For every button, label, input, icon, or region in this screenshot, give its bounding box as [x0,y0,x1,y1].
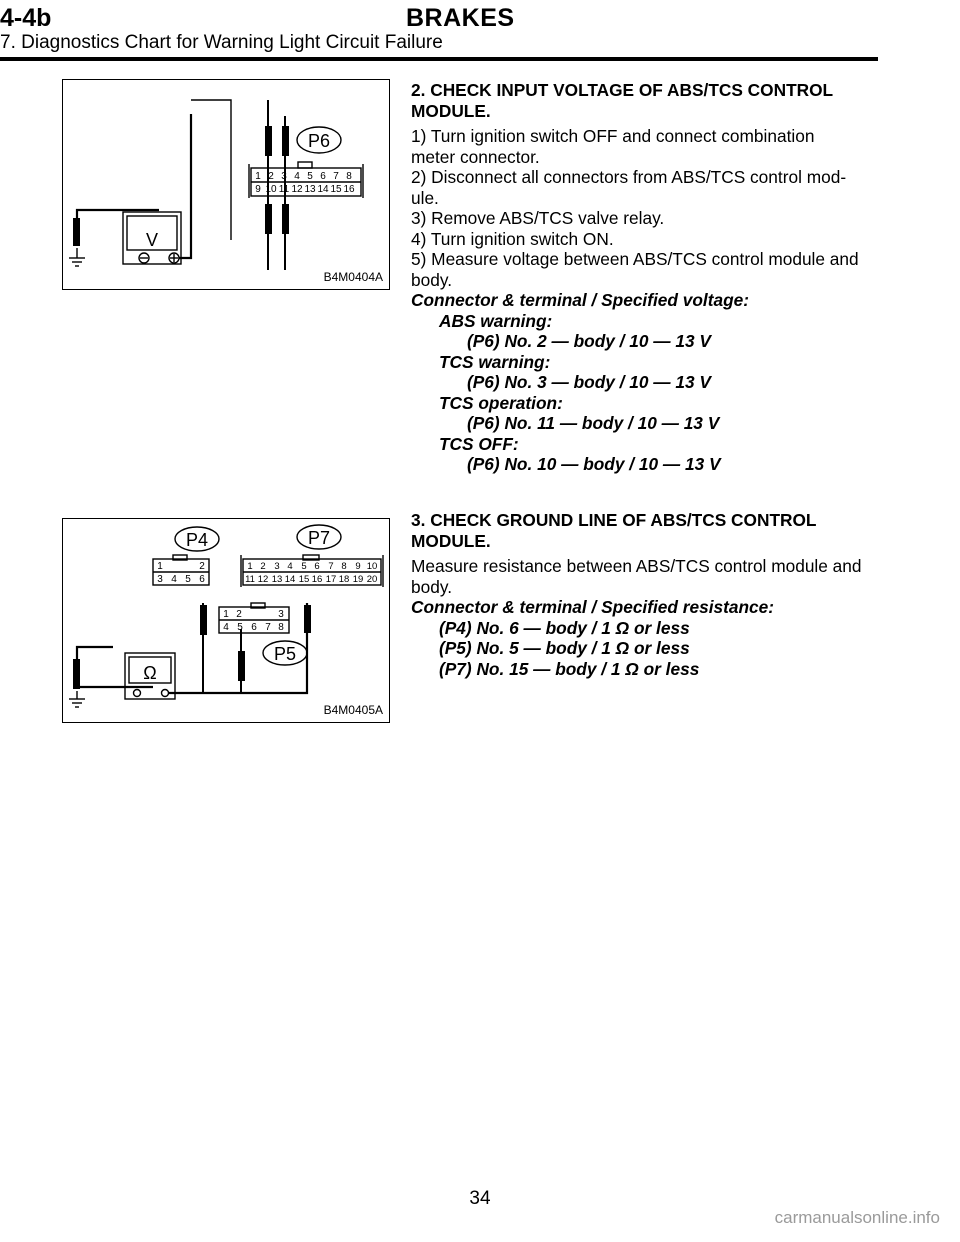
step-2-instruction-5b: body. [411,269,452,290]
pin: 20 [366,574,378,585]
pin: 6 [251,622,257,633]
pin: 3 [157,574,163,585]
pin: 2 [260,561,266,572]
spec-abs-warning-label: ABS warning: [439,310,553,331]
pin: 6 [199,574,205,585]
pin: 4 [171,574,177,585]
meter-symbol: V [145,230,159,250]
spec-p7-resistance: (P7) No. 15 — body / 1 Ω or less [439,658,700,679]
step-2-block [411,80,881,475]
pin: 7 [333,171,339,182]
header-rule [0,57,878,61]
pin: 19 [352,574,364,585]
step-3-instruction-b: body. [411,576,452,597]
pin: 1 [247,561,253,572]
spec-tcs-off-label: TCS OFF: [439,433,519,454]
pin: 15 [298,574,310,585]
page-number: 34 [469,1188,491,1209]
figure-ground-check [62,518,390,723]
pin: 2 [268,171,274,182]
connector-p6-label: P6 [307,131,331,151]
pin: 6 [320,171,326,182]
figure-label: B4M0405A [323,703,383,717]
pin: 4 [287,561,293,572]
pin: 12 [257,574,269,585]
connector-p7-pins [245,561,377,585]
pin: 10 [265,184,277,195]
connector-label-p7 [297,525,341,549]
step-2-instruction-1a: 1) Turn ignition switch OFF and connect combination [411,126,815,146]
step-2-title-line2: MODULE. [411,100,491,121]
connector-p4-pins [157,561,205,585]
pin: 11 [245,574,255,585]
pin: 8 [278,622,284,633]
figure-label: B4M0404A [323,270,383,284]
pin: 6 [314,561,320,572]
pin: 1 [223,609,229,620]
voltage-check-diagram [63,80,389,289]
connector-p4-label: P4 [185,530,209,550]
voltmeter-icon [123,212,181,264]
connector-p6-pins [255,171,355,195]
connector-label-p5 [263,641,307,665]
pin: 8 [346,171,352,182]
spec-tcs-operation-label: TCS operation: [439,392,563,413]
step-2-instruction-4: 4) Turn ignition switch ON. [411,228,614,249]
ohmmeter-icon [125,653,175,699]
ground-icon [69,248,85,266]
connector-label-p6 [297,127,341,153]
watermark: carmanualsonline.info [774,1208,940,1227]
pin: 5 [307,171,313,182]
pin: 3 [281,171,287,182]
connector-p7-label: P7 [307,528,331,548]
pin: 9 [255,184,261,195]
step-2-instruction-5a: 5) Measure voltage between ABS/TCS control module and [411,249,859,269]
pin: 15 [330,184,342,195]
figure-voltage-check [62,79,390,290]
pin: 13 [304,184,316,195]
spec-tcs-warning-value: (P6) No. 3 — body / 10 — 13 V [467,372,711,392]
step-2-instruction-3: 3) Remove ABS/TCS valve relay. [411,208,665,228]
pin: 16 [311,574,323,585]
meter-symbol: Ω [143,663,157,683]
pin: 16 [343,184,355,195]
step-3-title-line1: 3. CHECK GROUND LINE OF ABS/TCS CONTROL [411,510,817,530]
pin: 8 [341,561,347,572]
pin: 5 [301,561,307,572]
pin: 1 [157,561,163,572]
pin: 5 [185,574,191,585]
section-number: 4-4b [0,4,52,32]
spec-tcs-off-value: (P6) No. 10 — body / 10 — 13 V [467,454,721,474]
step-3-block [411,510,881,679]
pin: 10 [366,561,378,572]
pin: 12 [291,184,303,195]
pin: 4 [294,171,300,182]
connector-p5-label: P5 [273,644,297,664]
ground-check-diagram [63,519,389,722]
pin: 11 [278,184,290,195]
ground-icon [69,691,85,707]
pin: 2 [236,609,242,620]
pin: 4 [223,622,229,633]
step-3-instruction-a: Measure resistance between ABS/TCS control module and [411,556,862,576]
connector-p5-pins [223,609,284,633]
pin: 2 [199,561,205,572]
spec-abs-warning-value: (P6) No. 2 — body / 10 — 13 V [467,331,711,351]
spec-p4-resistance: (P4) No. 6 — body / 1 Ω or less [439,617,690,638]
pin: 5 [237,622,243,633]
page-header [0,4,960,64]
pin: 14 [284,574,296,585]
pin: 17 [325,574,337,585]
step-2-instruction-1b: meter connector. [411,146,540,167]
spec-tcs-operation-value: (P6) No. 11 — body / 10 — 13 V [467,413,720,433]
pin: 9 [355,561,361,572]
step-2-instruction-2a: 2) Disconnect all connectors from ABS/TCS control mod- [411,167,847,187]
step-3-title-line2: MODULE. [411,530,491,551]
section-subtitle: 7. Diagnostics Chart for Warning Light Circuit Failure [0,32,443,53]
connector-label-p4 [175,527,219,551]
spec-tcs-warning-label: TCS warning: [439,351,551,372]
pin: 1 [255,171,261,182]
pin: 7 [328,561,334,572]
pin: 7 [265,622,271,633]
step-2-title-line1: 2. CHECK INPUT VOLTAGE OF ABS/TCS CONTROL [411,80,834,100]
pin: 13 [271,574,283,585]
pin: 18 [338,574,350,585]
spec-p5-resistance: (P5) No. 5 — body / 1 Ω or less [439,638,690,658]
step-2-instruction-2b: ule. [411,187,439,208]
pin: 3 [274,561,280,572]
pin: 3 [278,609,284,620]
pin: 14 [317,184,329,195]
spec-voltage-heading: Connector & terminal / Specified voltage: [411,290,750,310]
spec-resistance-heading: Connector & terminal / Specified resistance: [411,597,775,617]
section-title: BRAKES [406,4,515,32]
